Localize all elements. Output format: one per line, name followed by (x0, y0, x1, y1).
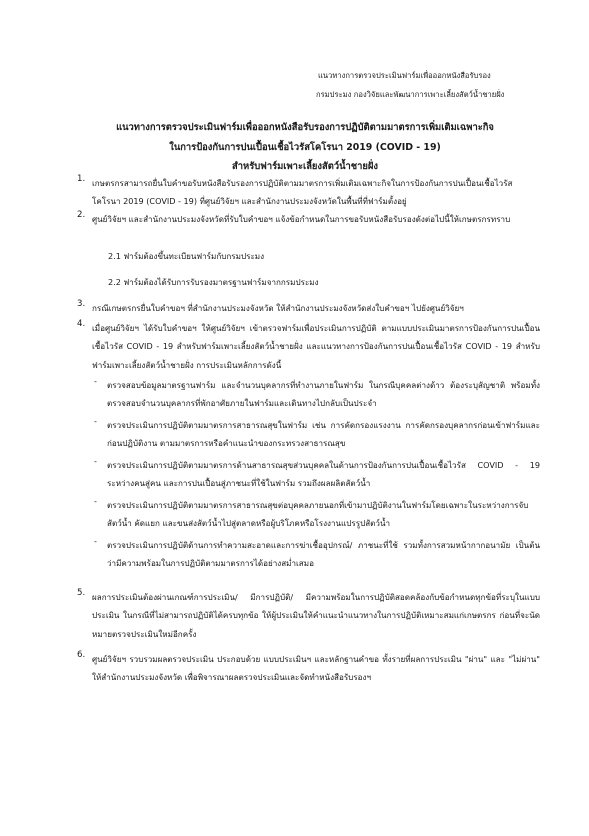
item-number: 5. (77, 588, 86, 598)
item-text: ศูนย์วิจัยฯ และสำนักงานประมงจังหวัดที่รับใบคำขอฯ แจ้งข้อกำหนดในการขอรับหนังสือรับรองดังต่อไปนี้ให้เกษตรกรทราบ (92, 214, 511, 224)
bullet-text: ตรวจประเมินการปฏิบัติตามมาตรการสาธารณสุขต่อบุคคลภายนอกที่เข้ามาปฏิบัติงานในฟาร์มโดยเฉพาะในระหว่างการจับสัตว์น้ำ คัดแยก และขนส่งสัตว์น้ำไปสู่ตลาดหรือผู้บริโภคหรือโรงงานแปรรูปสัตว์น้ำ (107, 500, 529, 529)
title-line-3: สำหรับฟาร์มเพาะเลี้ยงสัตว์น้ำชายฝั่ง (232, 161, 378, 172)
item-number: 6. (77, 650, 86, 660)
document-header (318, 66, 580, 104)
bullet-marker: - (94, 496, 97, 506)
item-text: เกษตรกรสามารถยื่นใบคำขอรับหนังสือรับรองการปฏิบัติตามมาตรการเพิ่มเติมเฉพาะกิจในการป้องกันการปนเปื้อนเชื้อไวรัสโคโรนา 2019 (COVID - 19) ที่ศูนย์วิจัยฯ และสำนักงานประมงจังหวัดในพื้นที่ที่ฟาร์มตั้งอยู่ (92, 178, 513, 207)
document-title (70, 118, 540, 177)
item-text: กรณีเกษตรกรยื่นใบคำขอฯ ที่สำนักงานประมงจังหวัด ให้สำนักงานประมงจังหวัดส่งใบคำขอฯ ไปยังศูนย์วิจัยฯ (92, 303, 464, 313)
header-line-2: กรมประมง กองวิจัยและพัฒนาการเพาะเลี้ยงสัตว์น้ำชายฝั่ง (316, 90, 505, 99)
bullet-marker: - (94, 416, 97, 426)
bullet-text: ตรวจสอบข้อมูลมาตรฐานฟาร์ม และจำนวนบุคลากรที่ทำงานภายในฟาร์ม ในกรณีบุคคลต่างด้าว ต้องระบุสัญชาติ พร้อมทั้งตรวจสอบจำนวนบุคลากรที่พักอาศัยภายในฟาร์มและเดินทางไปกลับเป็นประจำ (107, 380, 540, 409)
title-line-2: ในการป้องกันการปนเปื้อนเชื้อไวรัสโคโรนา 2019 (COVID - 19) (169, 141, 441, 153)
item-text: เมื่อศูนย์วิจัยฯ ได้รับใบคำขอฯ ให้ศูนย์วิจัยฯ เข้าตรวจฟาร์มเพื่อประเมินการปฏิบัติ ตามแบบประเมินมาตรการป้องกันการปนเปื้อนเชื้อไวรัส COVID - 19 สำหรับฟาร์มเพาะเลี้ยงสัตว์น้ำชายฝั่ง และแนวทางการป้องกันการปนเปื้อนเชื้อไวรัส COVID - 19 สำหรับฟาร์มเพาะเลี้ยงสัตว์น้ำชายฝั่ง การประเมินหลักการดังนี้ (92, 323, 540, 370)
title-line-1: แนวทางการตรวจประเมินฟาร์มเพื่อออกหนังสือรับรองการปฏิบัติตามมาตรการเพิ่มเติมเฉพาะกิจ (116, 122, 494, 133)
bullet-text: ตรวจประเมินการปฏิบัติด้านการทำความสะอาดและการฆ่าเชื้ออุปกรณ์/ ภาชนะที่ใช้ รวมทั้งการสวมหน้ากากอนามัย เป็นต้น ว่ามีความพร้อมในการปฏิบัติตามมาตรการได้อย่างสม่ำเสมอ (107, 540, 540, 569)
sub-item-text: 2.2 ฟาร์มต้องได้รับการรับรองมาตรฐานฟาร์มจากกรมประมง (108, 277, 319, 287)
item-number: 1. (77, 174, 86, 184)
bullet-text: ตรวจประเมินการปฏิบัติตามมาตรการด้านสาธารณสุขส่วนบุคคลในด้านการป้องกันการปนเปื้อนเชื้อไวรัส COVID - 19 ระหว่างคนสู่คน และการปนเปื้อนสู่ภาชนะที่ใช้ในฟาร์ม รวมถึงผลผลิตสัตว์น้ำ (107, 460, 540, 489)
item-number: 2. (77, 210, 86, 220)
item-text: ผลการประเมินต้องผ่านเกณฑ์การประเมิน/ มีการปฏิบัติ/ มีความพร้อมในการปฏิบัติสอดคล้องกับข้อกำหนดทุกข้อที่ระบุในแบบประเมิน ในกรณีที่ไม่สามารถปฏิบัติได้ครบทุกข้อ ให้ผู้ประเมินให้คำแนะนำแนวทางในการปฏิบัติเหมาะสมแก่เกษตรกร ก่อนที่จะนัดหมายตรวจประเมินใหม่อีกครั้ง (92, 592, 540, 639)
item-number: 4. (77, 319, 86, 329)
bullet-marker: - (94, 456, 97, 466)
bullet-text: ตรวจประเมินการปฏิบัติตามมาตรการสาธารณสุขในฟาร์ม เช่น การคัดกรองแรงงาน การคัดกรองบุคลากรก่อนเข้าฟาร์มและก่อนปฏิบัติงาน ตามมาตรการหรือคำแนะนำของกระทรวงสาธารณสุข (107, 420, 540, 449)
item-text: ศูนย์วิจัยฯ รวบรวมผลตรวจประเมิน ประกอบด้วย แบบประเมินฯ และหลักฐานคำขอ ทั้งรายที่ผลการประเมิน "ผ่าน" และ "ไม่ผ่าน" ให้สำนักงานประมงจังหวัด เพื่อพิจารณาผลตรวจประเมินและจัดทำหนังสือรับรองฯ (92, 654, 540, 683)
sub-item-text: 2.1 ฟาร์มต้องขึ้นทะเบียนฟาร์มกับกรมประมง (108, 251, 265, 261)
bullet-marker: - (94, 376, 97, 386)
bullet-marker: - (94, 536, 97, 546)
item-number: 3. (77, 299, 86, 309)
header-line-1: แนวทางการตรวจประเมินฟาร์มเพื่อออกหนังสือรับรอง (318, 71, 491, 80)
